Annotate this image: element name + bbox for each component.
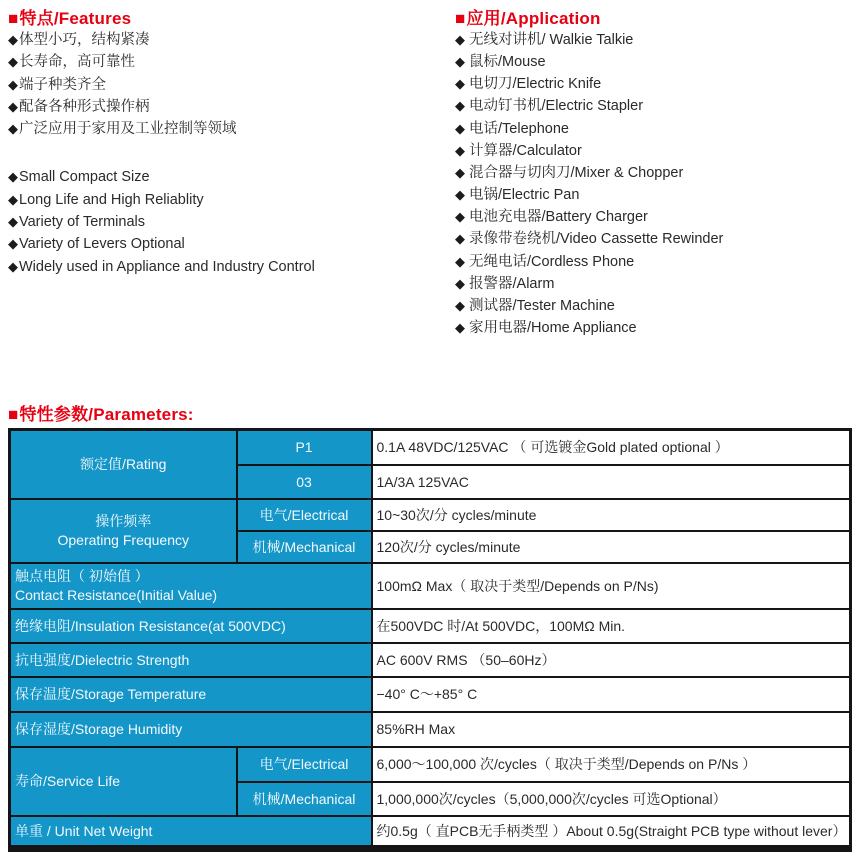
list-item <box>455 162 855 184</box>
list-item-label: 电动钉书机/Electric Stapler <box>469 98 644 115</box>
features-title: 特点/Features <box>19 9 132 28</box>
diamond-bullet-icon: ◆ <box>8 76 18 92</box>
diamond-bullet-icon: ◆ <box>455 297 465 313</box>
label-en: Contact Resistance(Initial Value) <box>15 586 218 603</box>
list-item <box>455 206 855 228</box>
list-item-label: 报警器/Alarm <box>469 275 555 292</box>
param-value-dielectric-strength: AC 600V RMS （50–60Hz） <box>372 643 851 677</box>
param-label-service-life: 寿命/Service Life <box>10 747 237 816</box>
list-item-label: 录像带卷绕机/Video Cassette Rewinder <box>469 231 724 248</box>
diamond-bullet-icon: ◆ <box>455 164 465 180</box>
param-sub-03: 03 <box>237 465 372 499</box>
diamond-bullet-icon: ◆ <box>8 54 18 70</box>
diamond-bullet-icon: ◆ <box>8 258 18 274</box>
list-item <box>8 211 448 233</box>
param-value-opfreq-electrical: 10~30次/分 cycles/minute <box>372 499 851 531</box>
param-value-rating-03: 1A/3A 125VAC <box>372 465 851 499</box>
application-list <box>455 29 855 339</box>
application-heading <box>455 4 855 29</box>
list-item-label: 电切刀/Electric Knife <box>469 76 602 93</box>
list-item-label: 鼠标/Mouse <box>469 54 546 71</box>
param-value-storage-temperature: −40° C～+85° C <box>372 677 851 712</box>
list-item <box>8 29 448 51</box>
param-label-insulation-resistance: 绝缘电阻/Insulation Resistance(at 500VDC) <box>10 609 372 643</box>
section-marker-icon: ■ <box>455 9 466 28</box>
list-item-label: 计算器/Calculator <box>469 142 582 159</box>
application-section <box>455 4 855 339</box>
list-item <box>455 273 855 295</box>
diamond-bullet-icon: ◆ <box>455 275 465 291</box>
param-label-unit-net-weight: 单重 / Unit Net Weight <box>10 816 372 849</box>
diamond-bullet-icon: ◆ <box>455 76 465 92</box>
list-item-label: 长寿命，高可靠性 <box>19 54 135 71</box>
param-sub-p1: P1 <box>237 430 372 465</box>
label-en: Operating Frequency <box>57 531 190 548</box>
diamond-bullet-icon: ◆ <box>8 121 18 137</box>
list-item <box>455 317 855 339</box>
param-label-operating-frequency <box>10 499 237 563</box>
diamond-bullet-icon: ◆ <box>8 191 18 207</box>
param-value-unit-net-weight: 约0.5g（ 直PCB无手柄类型 ）About 0.5g(Straight PCB type without lever） <box>372 816 851 849</box>
list-item-label: Small Compact Size <box>19 169 150 186</box>
features-list-en <box>8 166 448 277</box>
list-item <box>455 118 855 140</box>
list-item-label: Variety of Levers Optional <box>19 236 185 253</box>
list-item-label: Widely used in Appliance and Industry Control <box>19 258 315 275</box>
param-label-storage-temperature: 保存温度/Storage Temperature <box>10 677 372 712</box>
list-item <box>455 51 855 73</box>
features-section <box>8 4 448 278</box>
list-item <box>455 95 855 117</box>
parameters-title: 特性参数/Parameters: <box>19 405 194 424</box>
diamond-bullet-icon: ◆ <box>8 98 18 114</box>
list-item <box>455 184 855 206</box>
list-item <box>455 295 855 317</box>
section-marker-icon: ■ <box>8 9 19 28</box>
diamond-bullet-icon: ◆ <box>455 32 465 47</box>
diamond-bullet-icon: ◆ <box>8 214 18 230</box>
diamond-bullet-icon: ◆ <box>455 187 465 203</box>
list-item <box>455 29 855 51</box>
parameters-heading <box>8 400 194 425</box>
list-item-label: 无绳电话/Cordless Phone <box>469 253 635 270</box>
features-heading <box>8 4 448 29</box>
label-cn: 操作频率 <box>95 512 152 529</box>
list-item-label: 配备各种形式操作柄 <box>19 98 150 115</box>
list-item-label: 混合器与切肉刀/Mixer & Chopper <box>469 164 684 181</box>
diamond-bullet-icon: ◆ <box>8 169 18 185</box>
list-item <box>455 140 855 162</box>
param-label-contact-resistance <box>10 563 372 609</box>
param-sub-electrical: 电气/Electrical <box>237 747 372 782</box>
list-item-label: 体型小巧，结构紧凑 <box>19 32 150 48</box>
param-value-life-mechanical: 1,000,000次/cycles（5,000,000次/cycles 可选Optional） <box>372 782 851 816</box>
param-value-opfreq-mechanical: 120次/分 cycles/minute <box>372 531 851 563</box>
list-item <box>455 228 855 250</box>
diamond-bullet-icon: ◆ <box>455 142 465 158</box>
diamond-bullet-icon: ◆ <box>455 98 465 114</box>
list-item <box>8 74 448 96</box>
param-sub-mechanical: 机械/Mechanical <box>237 531 372 563</box>
list-item <box>8 189 448 211</box>
diamond-bullet-icon: ◆ <box>455 320 465 336</box>
list-item <box>8 166 448 188</box>
list-item-label: 端子种类齐全 <box>19 76 106 93</box>
list-item <box>455 251 855 273</box>
features-list-cn <box>8 29 448 140</box>
list-item-label: 家用电器/Home Appliance <box>469 320 637 337</box>
list-item-label: 电锅/Electric Pan <box>469 187 580 204</box>
list-item-label: Variety of Terminals <box>19 214 145 231</box>
list-item <box>8 118 448 140</box>
parameters-table <box>8 428 852 852</box>
label-cn: 触点电阻（ 初始值 ） <box>15 567 149 584</box>
diamond-bullet-icon: ◆ <box>455 209 465 225</box>
diamond-bullet-icon: ◆ <box>8 32 18 47</box>
list-item <box>455 73 855 95</box>
param-value-contact-resistance: 100mΩ Max（ 取决于类型/Depends on P/Ns) <box>372 563 851 609</box>
list-item <box>8 256 448 278</box>
list-item-label: 电池充电器/Battery Charger <box>469 209 648 226</box>
param-value-storage-humidity: 85%RH Max <box>372 712 851 747</box>
list-item-label: Long Life and High Reliablity <box>19 191 204 208</box>
param-label-dielectric-strength: 抗电强度/Dielectric Strength <box>10 643 372 677</box>
diamond-bullet-icon: ◆ <box>455 253 465 269</box>
param-value-rating-p1: 0.1A 48VDC/125VAC （ 可选镀金Gold plated optional ） <box>372 430 851 465</box>
diamond-bullet-icon: ◆ <box>455 54 465 70</box>
diamond-bullet-icon: ◆ <box>8 236 18 252</box>
param-label-rating: 额定值/Rating <box>10 430 237 499</box>
list-item-label: 无线对讲机/ Walkie Talkie <box>469 32 634 48</box>
list-item-label: 电话/Telephone <box>469 120 569 137</box>
list-item <box>8 96 448 118</box>
param-sub-electrical: 电气/Electrical <box>237 499 372 531</box>
param-label-storage-humidity: 保存湿度/Storage Humidity <box>10 712 372 747</box>
param-value-insulation-resistance: 在500VDC 时/At 500VDC，100MΩ Min. <box>372 609 851 643</box>
diamond-bullet-icon: ◆ <box>455 231 465 247</box>
list-item <box>8 233 448 255</box>
list-item-label: 测试器/Tester Machine <box>469 297 615 314</box>
param-value-life-electrical: 6,000～100,000 次/cycles（ 取决于类型/Depends on P/Ns ） <box>372 747 851 782</box>
section-marker-icon: ■ <box>8 405 19 424</box>
list-item-label: 广泛应用于家用及工业控制等领域 <box>19 121 237 138</box>
diamond-bullet-icon: ◆ <box>455 120 465 136</box>
application-title: 应用/Application <box>466 9 601 28</box>
param-sub-mechanical: 机械/Mechanical <box>237 782 372 816</box>
list-item <box>8 51 448 73</box>
